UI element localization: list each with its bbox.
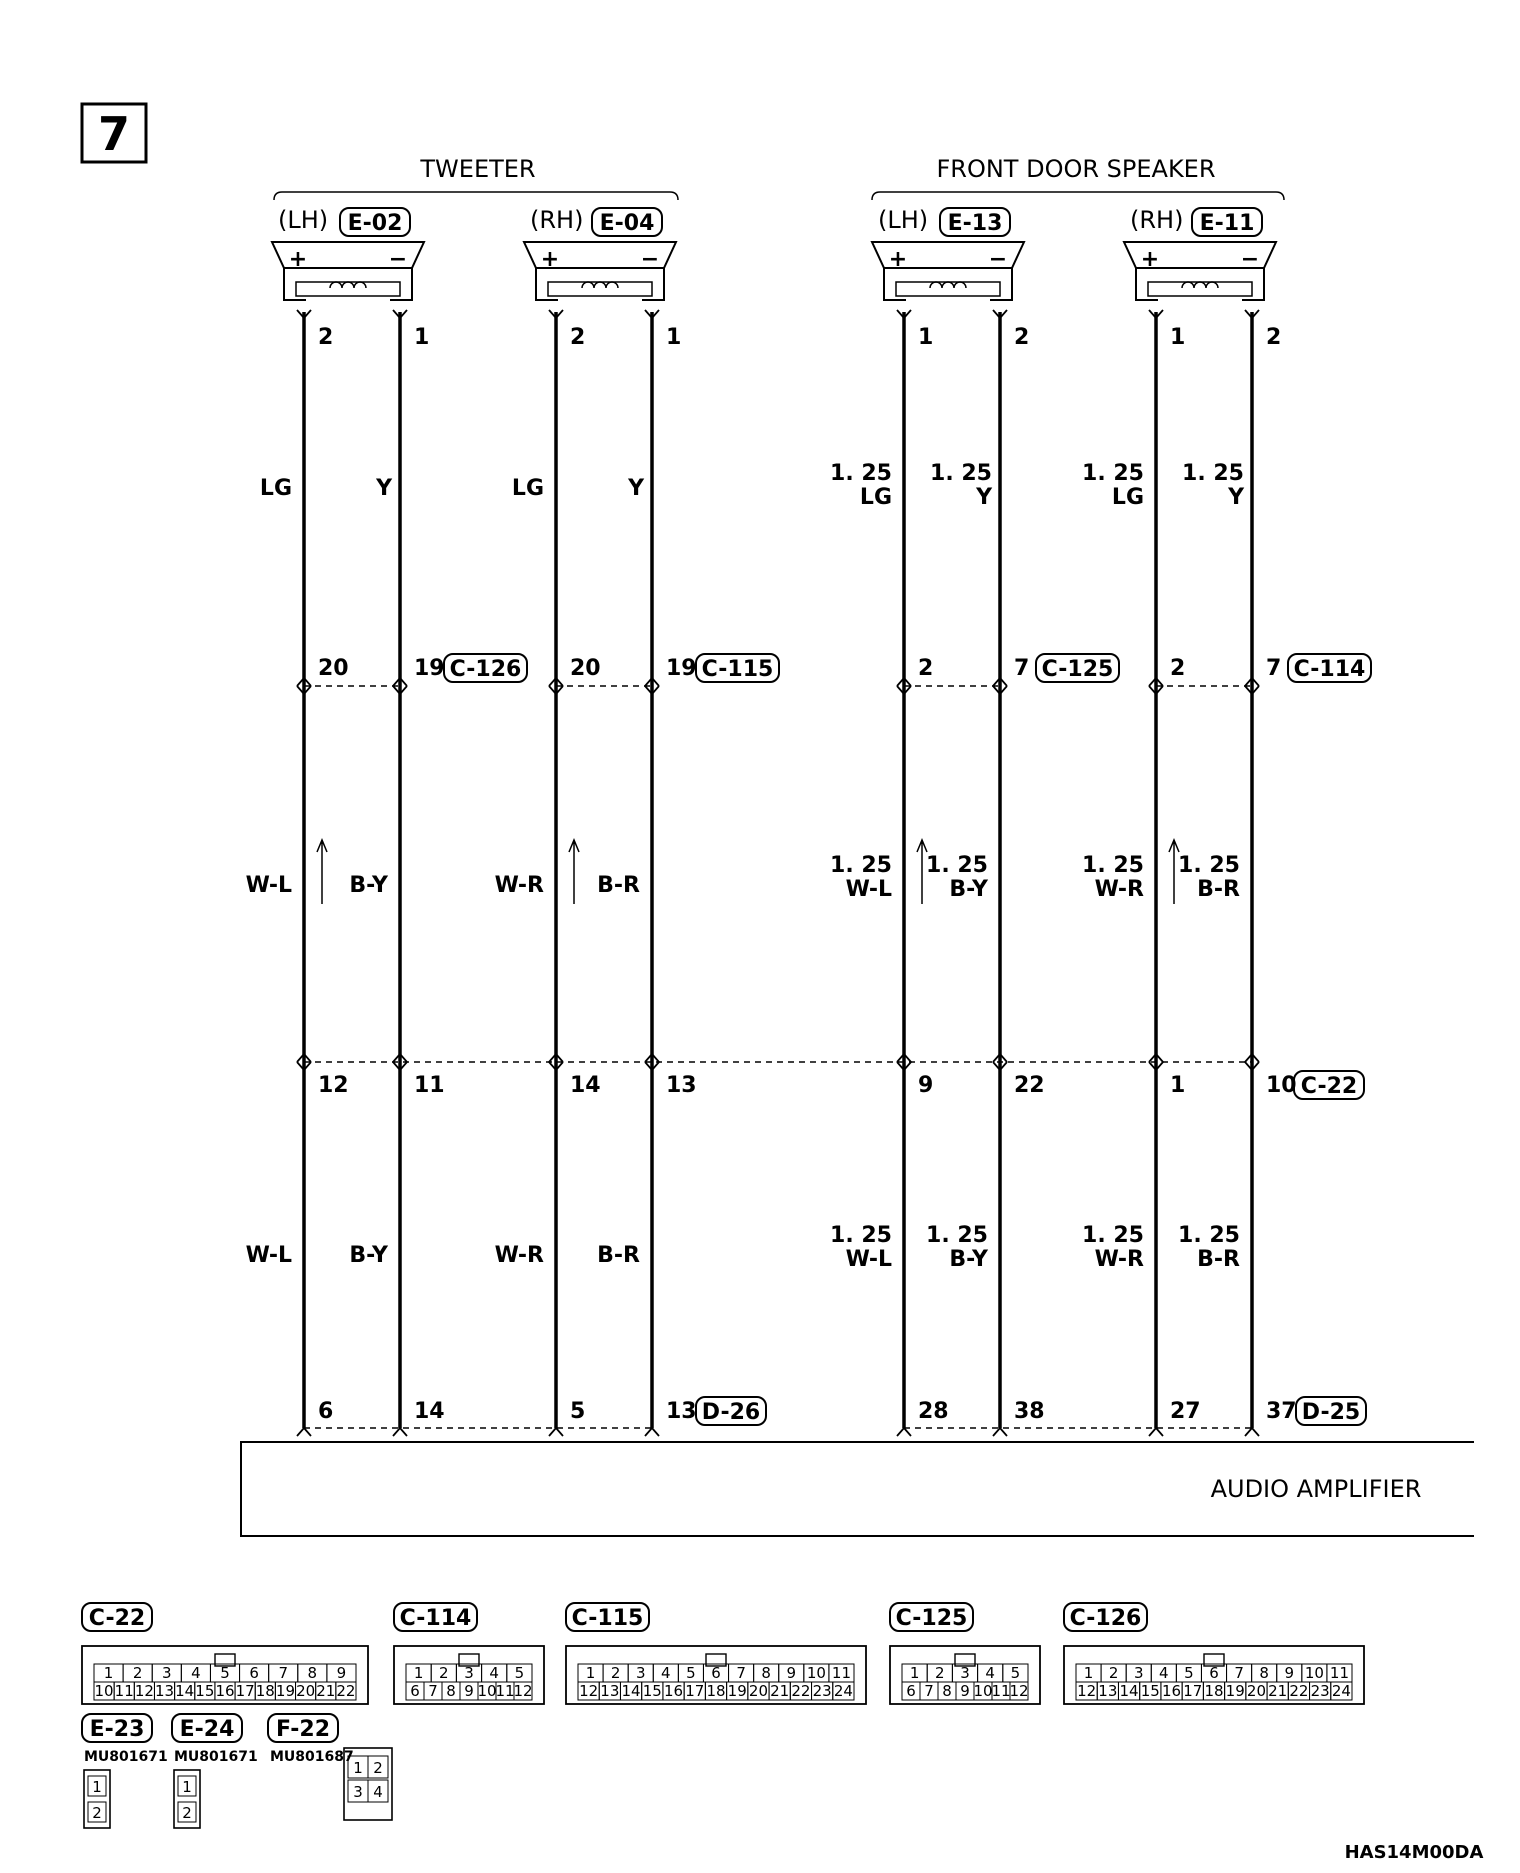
pin-number: 6	[906, 1682, 916, 1700]
small-connector-e-23	[82, 1714, 168, 1828]
part-number-label: MU801671	[174, 1749, 258, 1765]
wire-color-label: W-L	[245, 873, 292, 898]
wire-color-label: Y	[628, 476, 644, 501]
low-pin-number: 14	[570, 1073, 601, 1098]
pin-number: 18	[1204, 1682, 1224, 1700]
connector-view-tag	[394, 1603, 477, 1631]
wire-4	[597, 310, 696, 1436]
pin-number: 9	[960, 1682, 970, 1700]
small-connector-tag-label: E-24	[179, 1717, 235, 1742]
pin-number: 5	[220, 1664, 230, 1682]
mid-connector-tag-label: C-125	[1041, 657, 1114, 682]
wire-color-label: W-R	[494, 873, 544, 898]
pin-number: 16	[663, 1682, 684, 1700]
pin-number: 2	[935, 1664, 945, 1682]
wire-color-label: LG	[1111, 485, 1144, 510]
connector-view-tag	[82, 1603, 152, 1631]
minus-terminal-label: −	[640, 247, 660, 272]
coil-icon	[582, 282, 618, 288]
low-pin-number: 9	[918, 1073, 934, 1098]
wire-color-label: B-R	[1197, 1247, 1240, 1272]
pin-number: 20	[748, 1682, 769, 1700]
pin-number: 22	[336, 1682, 356, 1700]
pin-number: 20	[1246, 1682, 1267, 1700]
pin-number: 18	[706, 1682, 726, 1700]
wire-color-label: W-R	[494, 1243, 544, 1268]
pin-number: 21	[316, 1682, 336, 1700]
wire-color-label: B-R	[597, 1243, 640, 1268]
pin-number: 2	[439, 1664, 449, 1682]
wire-3	[495, 310, 601, 1436]
pin-number: 12	[1009, 1682, 1029, 1700]
pin-number: 9	[1284, 1664, 1295, 1682]
pin-number: 22	[1289, 1682, 1309, 1700]
bottom-pin-number: 37	[1266, 1399, 1297, 1424]
coil-icon	[1182, 282, 1218, 288]
bottom-pin-number: 38	[1014, 1399, 1045, 1424]
page-number: 7	[97, 107, 131, 161]
wire-size-label: 1. 25	[1178, 1223, 1240, 1248]
pin-number: 14	[1119, 1682, 1139, 1700]
minus-terminal-label: −	[988, 247, 1008, 272]
speaker-side-label: (RH)	[1130, 206, 1184, 234]
wire-size-label: 1. 25	[1082, 461, 1144, 486]
pin-number: 10	[1304, 1664, 1324, 1682]
pin-number: 12	[1077, 1682, 1097, 1700]
pin-number: 12	[134, 1682, 154, 1700]
pin-number: 11	[991, 1682, 1011, 1700]
speaker-1	[272, 206, 424, 300]
bottom-pin-number: 14	[414, 1399, 445, 1424]
small-connector-tag	[268, 1714, 338, 1742]
low-pin-number: 11	[414, 1073, 445, 1098]
pin-number: 22	[791, 1682, 811, 1700]
wire-color-label: B-Y	[949, 877, 988, 902]
diagram-code: HAS14M00DA	[1344, 1842, 1484, 1863]
wire-color-label: B-R	[597, 873, 640, 898]
mid-pin-number: 2	[1170, 656, 1186, 681]
mid-connector-tag	[444, 654, 527, 682]
pin-number: 14	[621, 1682, 641, 1700]
pin-number: 6	[1209, 1664, 1219, 1682]
part-number-label: MU801671	[84, 1749, 168, 1765]
pin-number: 8	[307, 1664, 318, 1682]
front-door-speaker-group-header	[872, 155, 1284, 200]
pin-number: 4	[191, 1664, 201, 1682]
connector-view-c-115	[566, 1603, 866, 1704]
pin-number: 15	[642, 1682, 662, 1700]
wire-color-label: W-L	[245, 1243, 292, 1268]
top-pin-number: 1	[666, 325, 682, 350]
wire-color-label: Y	[376, 476, 392, 501]
pin-number: 15	[1140, 1682, 1160, 1700]
pin-number: 12	[579, 1682, 599, 1700]
part-number-label: MU801687	[270, 1749, 354, 1765]
bottom-pin-marker	[297, 1428, 311, 1436]
bottom-pin-marker	[1149, 1428, 1163, 1436]
mid-pin-number: 20	[570, 656, 601, 681]
low-pin-number: 12	[318, 1073, 349, 1098]
pin-number: 19	[1225, 1682, 1245, 1700]
low-connector-tag-label: C-22	[1300, 1074, 1358, 1099]
top-pin-number: 1	[414, 325, 430, 350]
pin-number: 7	[736, 1664, 746, 1682]
connector-view-tag-label: C-114	[399, 1606, 472, 1631]
plus-terminal-label: +	[540, 247, 560, 272]
connector-view-c-125	[890, 1603, 1040, 1704]
pin-number: 19	[275, 1682, 296, 1700]
bottom-pin-marker	[993, 1428, 1007, 1436]
pin-number: 11	[114, 1682, 134, 1700]
bottom-pin-marker	[393, 1428, 407, 1436]
pin-number: 7	[924, 1682, 934, 1700]
bottom-connector-tag-label: D-25	[1301, 1400, 1361, 1425]
pin-number: 11	[1329, 1664, 1350, 1682]
connector-view-c-22	[82, 1603, 368, 1704]
pin-number: 4	[985, 1664, 995, 1682]
mid-connector-tag	[1036, 654, 1119, 682]
pin-number: 15	[195, 1682, 215, 1700]
pin-number: 13	[1098, 1682, 1118, 1700]
pin-number: 10	[94, 1682, 114, 1700]
wire-color-label: W-R	[1094, 1247, 1144, 1272]
pin-number: 2	[92, 1804, 102, 1822]
wires-layer	[246, 310, 1371, 1436]
speaker-connector-tag	[592, 208, 662, 236]
pin-number: 3	[1133, 1664, 1144, 1682]
plus-terminal-label: +	[288, 247, 308, 272]
small-connector-tag	[82, 1714, 152, 1742]
speaker-3	[872, 206, 1024, 300]
top-pin-number: 2	[1266, 325, 1282, 350]
minus-terminal-label: −	[388, 247, 408, 272]
signal-arrow-icon	[317, 840, 327, 904]
plus-terminal-label: +	[1140, 247, 1160, 272]
bottom-pin-marker	[645, 1428, 659, 1436]
mid-pin-number: 7	[1266, 656, 1282, 681]
connector-view-tag-label: C-115	[571, 1606, 644, 1631]
pin-number: 1	[585, 1664, 596, 1682]
pin-number: 24	[1331, 1682, 1351, 1700]
pin-number: 20	[296, 1682, 316, 1700]
pin-number: 2	[610, 1664, 621, 1682]
mid-connector-tag	[696, 654, 779, 682]
wire-color-label: LG	[859, 485, 892, 510]
coil-icon	[330, 282, 366, 288]
pin-number: 7	[428, 1682, 438, 1700]
small-connector-tag-label: F-22	[275, 1717, 331, 1742]
wire-size-label: 1. 25	[1082, 853, 1144, 878]
pin-number: 2	[132, 1664, 143, 1682]
wire-6	[926, 310, 1045, 1436]
small-connector-tag-label: E-23	[89, 1717, 145, 1742]
pin-number: 6	[410, 1682, 420, 1700]
speaker-connector-tag	[940, 208, 1010, 236]
pin-number: 5	[514, 1664, 525, 1682]
pin-number: 1	[103, 1664, 114, 1682]
top-pin-number: 2	[1014, 325, 1030, 350]
minus-terminal-label: −	[1240, 247, 1260, 272]
pin-number: 11	[495, 1682, 515, 1700]
pin-number: 17	[1183, 1682, 1203, 1700]
wire-size-label: 1. 25	[926, 1223, 988, 1248]
pin-number: 3	[464, 1664, 474, 1682]
signal-arrow-icon	[569, 840, 579, 904]
pin-number: 17	[235, 1682, 255, 1700]
wire-2	[349, 310, 444, 1436]
wire-size-label: 1. 25	[1082, 1223, 1144, 1248]
speaker-connector-tag	[1192, 208, 1262, 236]
pin-number: 21	[1268, 1682, 1288, 1700]
pin-number: 16	[215, 1682, 235, 1700]
pin-number: 14	[175, 1682, 195, 1700]
connector-view-c-114	[394, 1603, 544, 1704]
low-pin-number: 13	[666, 1073, 697, 1098]
small-connector-e-24	[172, 1714, 258, 1828]
pin-number: 8	[761, 1664, 771, 1682]
pin-number: 11	[831, 1664, 852, 1682]
wire-size-label: 1. 25	[1182, 461, 1244, 486]
pin-number: 18	[255, 1682, 275, 1700]
pin-number: 24	[833, 1682, 853, 1700]
coil-icon	[930, 282, 966, 288]
pin-number: 9	[336, 1664, 347, 1682]
pin-number: 1	[92, 1778, 102, 1796]
speaker-side-label: (RH)	[530, 206, 584, 234]
pin-number: 12	[513, 1682, 533, 1700]
small-connector-f-22	[268, 1714, 392, 1820]
wire-size-label: 1. 25	[930, 461, 992, 486]
pin-number: 13	[600, 1682, 620, 1700]
pin-number: 21	[770, 1682, 790, 1700]
wire-color-label: W-L	[845, 877, 892, 902]
pin-number: 23	[812, 1682, 832, 1700]
connector-view-c-126	[1064, 1603, 1364, 1704]
pin-number: 13	[154, 1682, 175, 1700]
page-number-badge	[82, 104, 146, 162]
pin-number: 7	[1234, 1664, 1244, 1682]
pin-number: 2	[373, 1759, 383, 1777]
bottom-pin-marker	[549, 1428, 563, 1436]
bottom-connector-tag	[696, 1397, 766, 1425]
pin-number: 6	[249, 1664, 259, 1682]
pin-number: 1	[1083, 1664, 1094, 1682]
pin-number: 1	[909, 1664, 920, 1682]
speaker-side-label: (LH)	[278, 206, 329, 234]
audio-amplifier	[241, 1442, 1474, 1536]
pin-number: 8	[446, 1682, 456, 1700]
mid-connector-tag-label: C-114	[1293, 657, 1366, 682]
pin-number: 23	[1310, 1682, 1330, 1700]
bottom-pin-number: 28	[918, 1399, 949, 1424]
mid-connector-tag-label: C-126	[449, 657, 522, 682]
wire-size-label: 1. 25	[926, 853, 988, 878]
wire-color-label: Y	[1228, 485, 1244, 510]
pin-number: 10	[477, 1682, 497, 1700]
speaker-4	[1124, 206, 1276, 300]
bottom-connector-tag	[1296, 1397, 1366, 1425]
speaker-2	[524, 206, 676, 300]
speaker-connector-tag	[340, 208, 410, 236]
bottom-pin-number: 27	[1170, 1399, 1201, 1424]
connector-view-tag	[1064, 1603, 1147, 1631]
tweeter-group-header	[274, 155, 678, 200]
pin-number: 17	[685, 1682, 705, 1700]
wire-color-label: W-R	[1094, 877, 1144, 902]
bottom-pin-marker	[1245, 1428, 1259, 1436]
pin-number: 6	[711, 1664, 721, 1682]
wire-1	[246, 310, 349, 1436]
wire-color-label: B-R	[1197, 877, 1240, 902]
pin-number: 4	[373, 1783, 383, 1801]
pin-number: 1	[413, 1664, 424, 1682]
pin-number: 2	[182, 1804, 192, 1822]
wire-8	[1178, 310, 1297, 1436]
bottom-connector-tag-label: D-26	[701, 1400, 761, 1425]
low-connector-tag	[1294, 1071, 1364, 1099]
connector-view-tag-label: C-126	[1069, 1606, 1142, 1631]
low-pin-number: 22	[1014, 1073, 1045, 1098]
speaker-connector-tag-label: E-04	[599, 211, 655, 236]
top-pin-number: 2	[570, 325, 586, 350]
pin-number: 1	[353, 1759, 363, 1777]
connector-view-tag	[890, 1603, 973, 1631]
pin-number: 16	[1161, 1682, 1182, 1700]
low-pin-number: 1	[1170, 1073, 1186, 1098]
pin-number: 3	[635, 1664, 646, 1682]
mid-pin-number: 20	[318, 656, 349, 681]
pin-number: 4	[489, 1664, 499, 1682]
speaker-connector-tag-label: E-02	[347, 211, 403, 236]
wire-color-label: B-Y	[349, 1243, 388, 1268]
wire-color-label: B-Y	[349, 873, 388, 898]
plus-terminal-label: +	[888, 247, 908, 272]
wire-color-label: B-Y	[949, 1247, 988, 1272]
wire-size-label: 1. 25	[1178, 853, 1240, 878]
pin-number: 5	[686, 1664, 696, 1682]
wire-color-label: LG	[259, 476, 292, 501]
bottom-pin-number: 13	[666, 1399, 697, 1424]
wire-color-label: LG	[511, 476, 544, 501]
mid-connector-tag-label: C-115	[701, 657, 774, 682]
connector-view-tag-label: C-22	[88, 1606, 146, 1631]
top-pin-number: 1	[918, 325, 934, 350]
mid-pin-number: 7	[1014, 656, 1030, 681]
pin-number: 9	[464, 1682, 474, 1700]
wire-size-label: 1. 25	[830, 853, 892, 878]
pin-number: 3	[162, 1664, 172, 1682]
pin-number: 4	[661, 1664, 671, 1682]
top-pin-number: 2	[318, 325, 334, 350]
pin-number: 3	[960, 1664, 970, 1682]
pin-number: 8	[942, 1682, 952, 1700]
wire-color-label: W-L	[845, 1247, 892, 1272]
pin-number: 10	[973, 1682, 993, 1700]
front-door-speaker-title: FRONT DOOR SPEAKER	[936, 155, 1216, 183]
pin-number: 1	[182, 1778, 192, 1796]
pin-number: 9	[786, 1664, 797, 1682]
pin-number: 4	[1159, 1664, 1169, 1682]
tweeter-title: TWEETER	[420, 155, 536, 183]
pin-number: 10	[806, 1664, 826, 1682]
mid-pin-number: 19	[666, 656, 697, 681]
bottom-pin-number: 6	[318, 1399, 334, 1424]
pin-number: 7	[278, 1664, 288, 1682]
mid-connector-tag	[1288, 654, 1371, 682]
pin-number: 2	[1108, 1664, 1119, 1682]
pin-number: 3	[353, 1783, 363, 1801]
speaker-connector-tag-label: E-13	[947, 211, 1003, 236]
connector-views-layer	[82, 1603, 1364, 1828]
pin-number: 5	[1184, 1664, 1194, 1682]
mid-pin-number: 19	[414, 656, 445, 681]
pin-number: 8	[1259, 1664, 1269, 1682]
speakers-layer	[272, 206, 1276, 300]
audio-amplifier-label: AUDIO AMPLIFIER	[1210, 1475, 1422, 1503]
wire-color-label: Y	[976, 485, 992, 510]
small-connector-tag	[172, 1714, 242, 1742]
mid-pin-number: 2	[918, 656, 934, 681]
low-pin-number: 10	[1266, 1073, 1297, 1098]
connector-view-tag-label: C-125	[895, 1606, 968, 1631]
wire-size-label: 1. 25	[830, 1223, 892, 1248]
pin-number: 5	[1010, 1664, 1021, 1682]
connector-view-tag	[566, 1603, 649, 1631]
speaker-side-label: (LH)	[878, 206, 929, 234]
top-pin-number: 1	[1170, 325, 1186, 350]
speaker-connector-tag-label: E-11	[1199, 211, 1255, 236]
wire-size-label: 1. 25	[830, 461, 892, 486]
pin-number: 19	[727, 1682, 747, 1700]
bottom-pin-number: 5	[570, 1399, 586, 1424]
bottom-pin-marker	[897, 1428, 911, 1436]
